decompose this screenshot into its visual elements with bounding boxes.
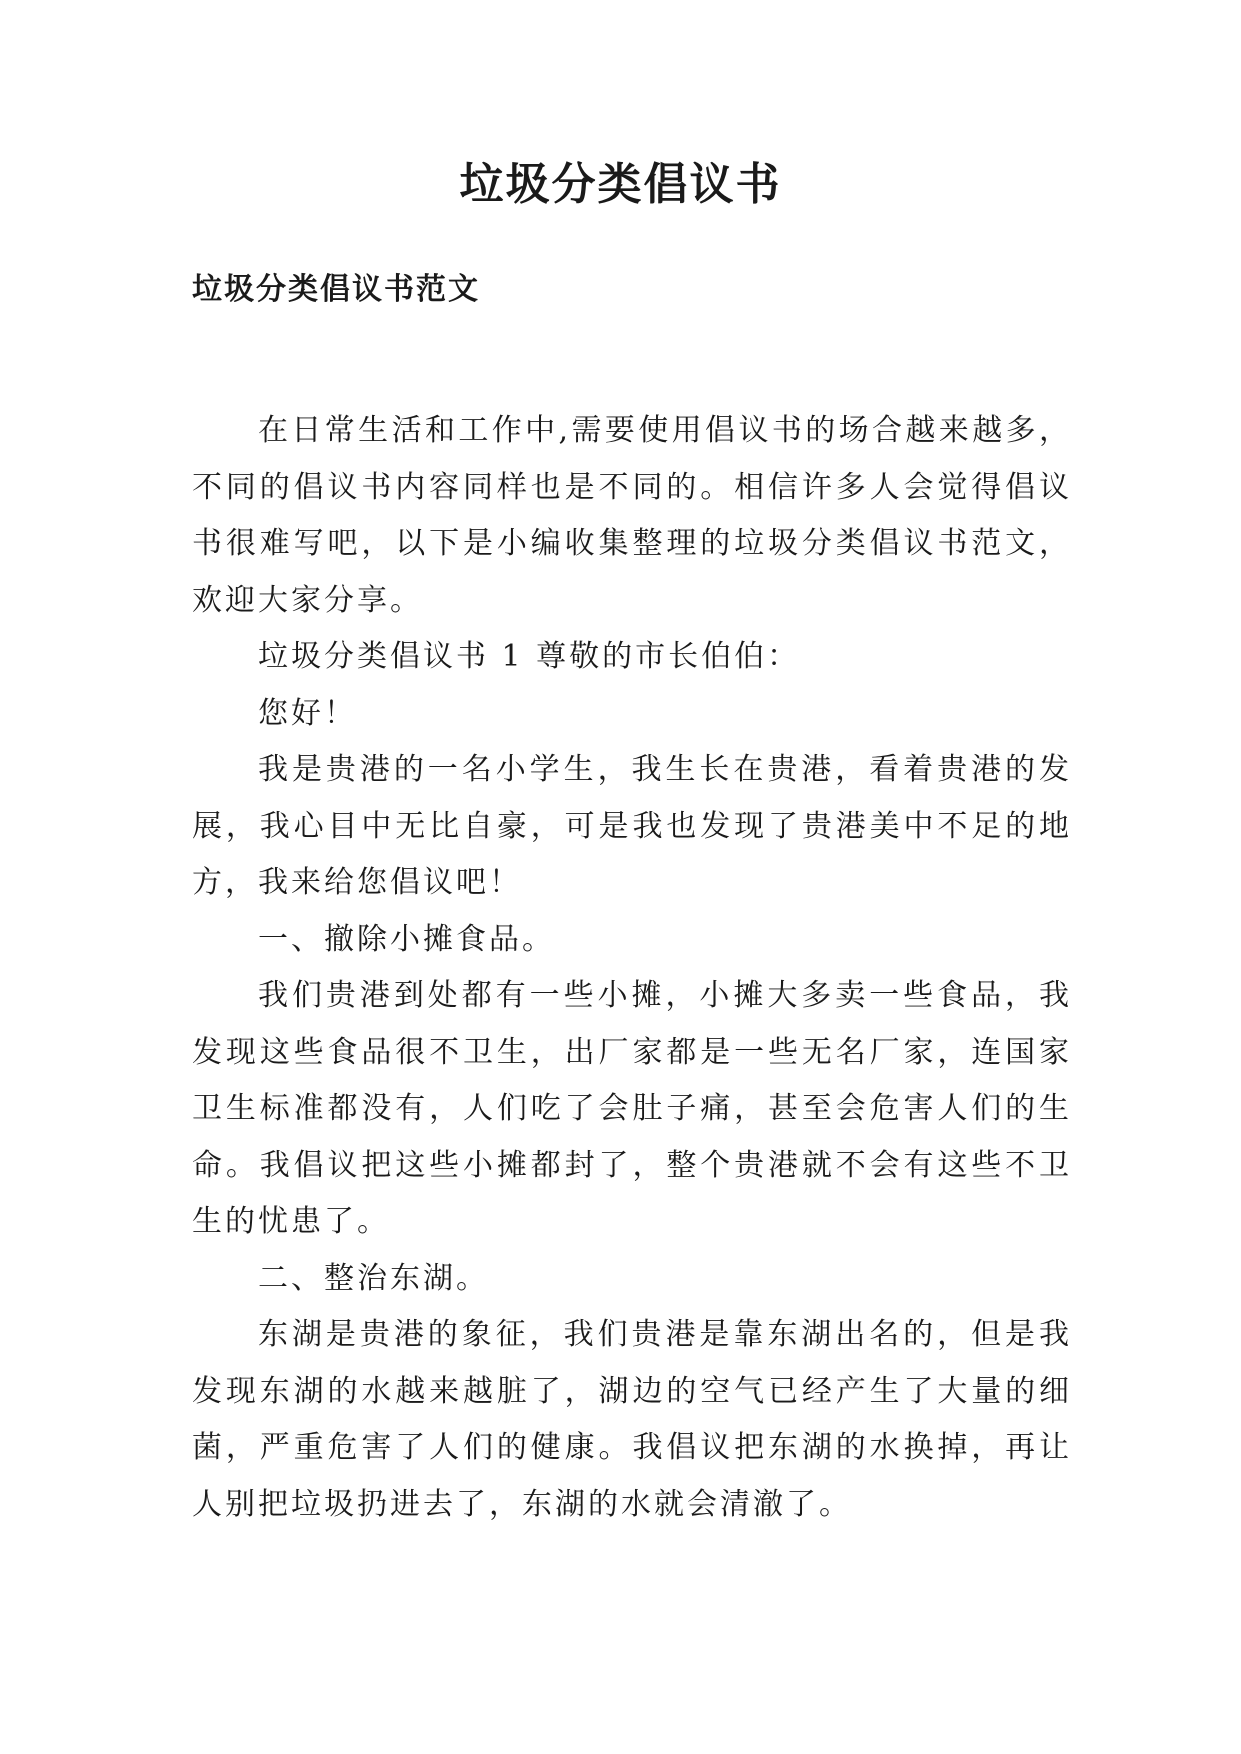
paragraph-self-intro: 我是贵港的一名小学生，我生长在贵港，看着贵港的发展，我心目中无比自豪，可是我也发现了贵港美中不足的地方，我来给您倡议吧！ — [192, 752, 1072, 900]
paragraph-heading-2: 二、整治东湖。 — [258, 1260, 489, 1296]
document-subtitle: 垃圾分类倡议书范文 — [192, 272, 480, 307]
paragraph-stalls: 我们贵港到处都有一些小摊，小摊大多卖一些食品，我发现这些食品很不卫生，出厂家都是一些无名厂家，连国家卫生标准都没有，人们吃了会肚子痛，甚至会危害人们的生命。我倡议把这些小摊都封了，整个贵港就不会有这些不卫生的忧患了。 — [192, 978, 1072, 1239]
paragraph-intro: 在日常生活和工作中,需要使用倡议书的场合越来越多，不同的倡议书内容同样也是不同的。相信许多人会觉得倡议书很难写吧，以下是小编收集整理的垃圾分类倡议书范文，欢迎大家分享。 — [192, 413, 1072, 618]
document-body — [192, 403, 1072, 1533]
paragraph-heading-1: 一、撤除小摊食品。 — [258, 921, 555, 957]
document-title: 垃圾分类倡议书 — [459, 159, 782, 210]
paragraph-east-lake: 东湖是贵港的象征，我们贵港是靠东湖出名的，但是我发现东湖的水越来越脏了，湖边的空气已经产生了大量的细菌，严重危害了人们的健康。我倡议把东湖的水换掉，再让人别把垃圾扔进去了，东湖的水就会清澈了。 — [192, 1317, 1072, 1522]
paragraph-salutation: 垃圾分类倡议书 1 尊敬的市长伯伯： — [258, 639, 801, 674]
paragraph-greeting: 您好！ — [258, 695, 357, 731]
